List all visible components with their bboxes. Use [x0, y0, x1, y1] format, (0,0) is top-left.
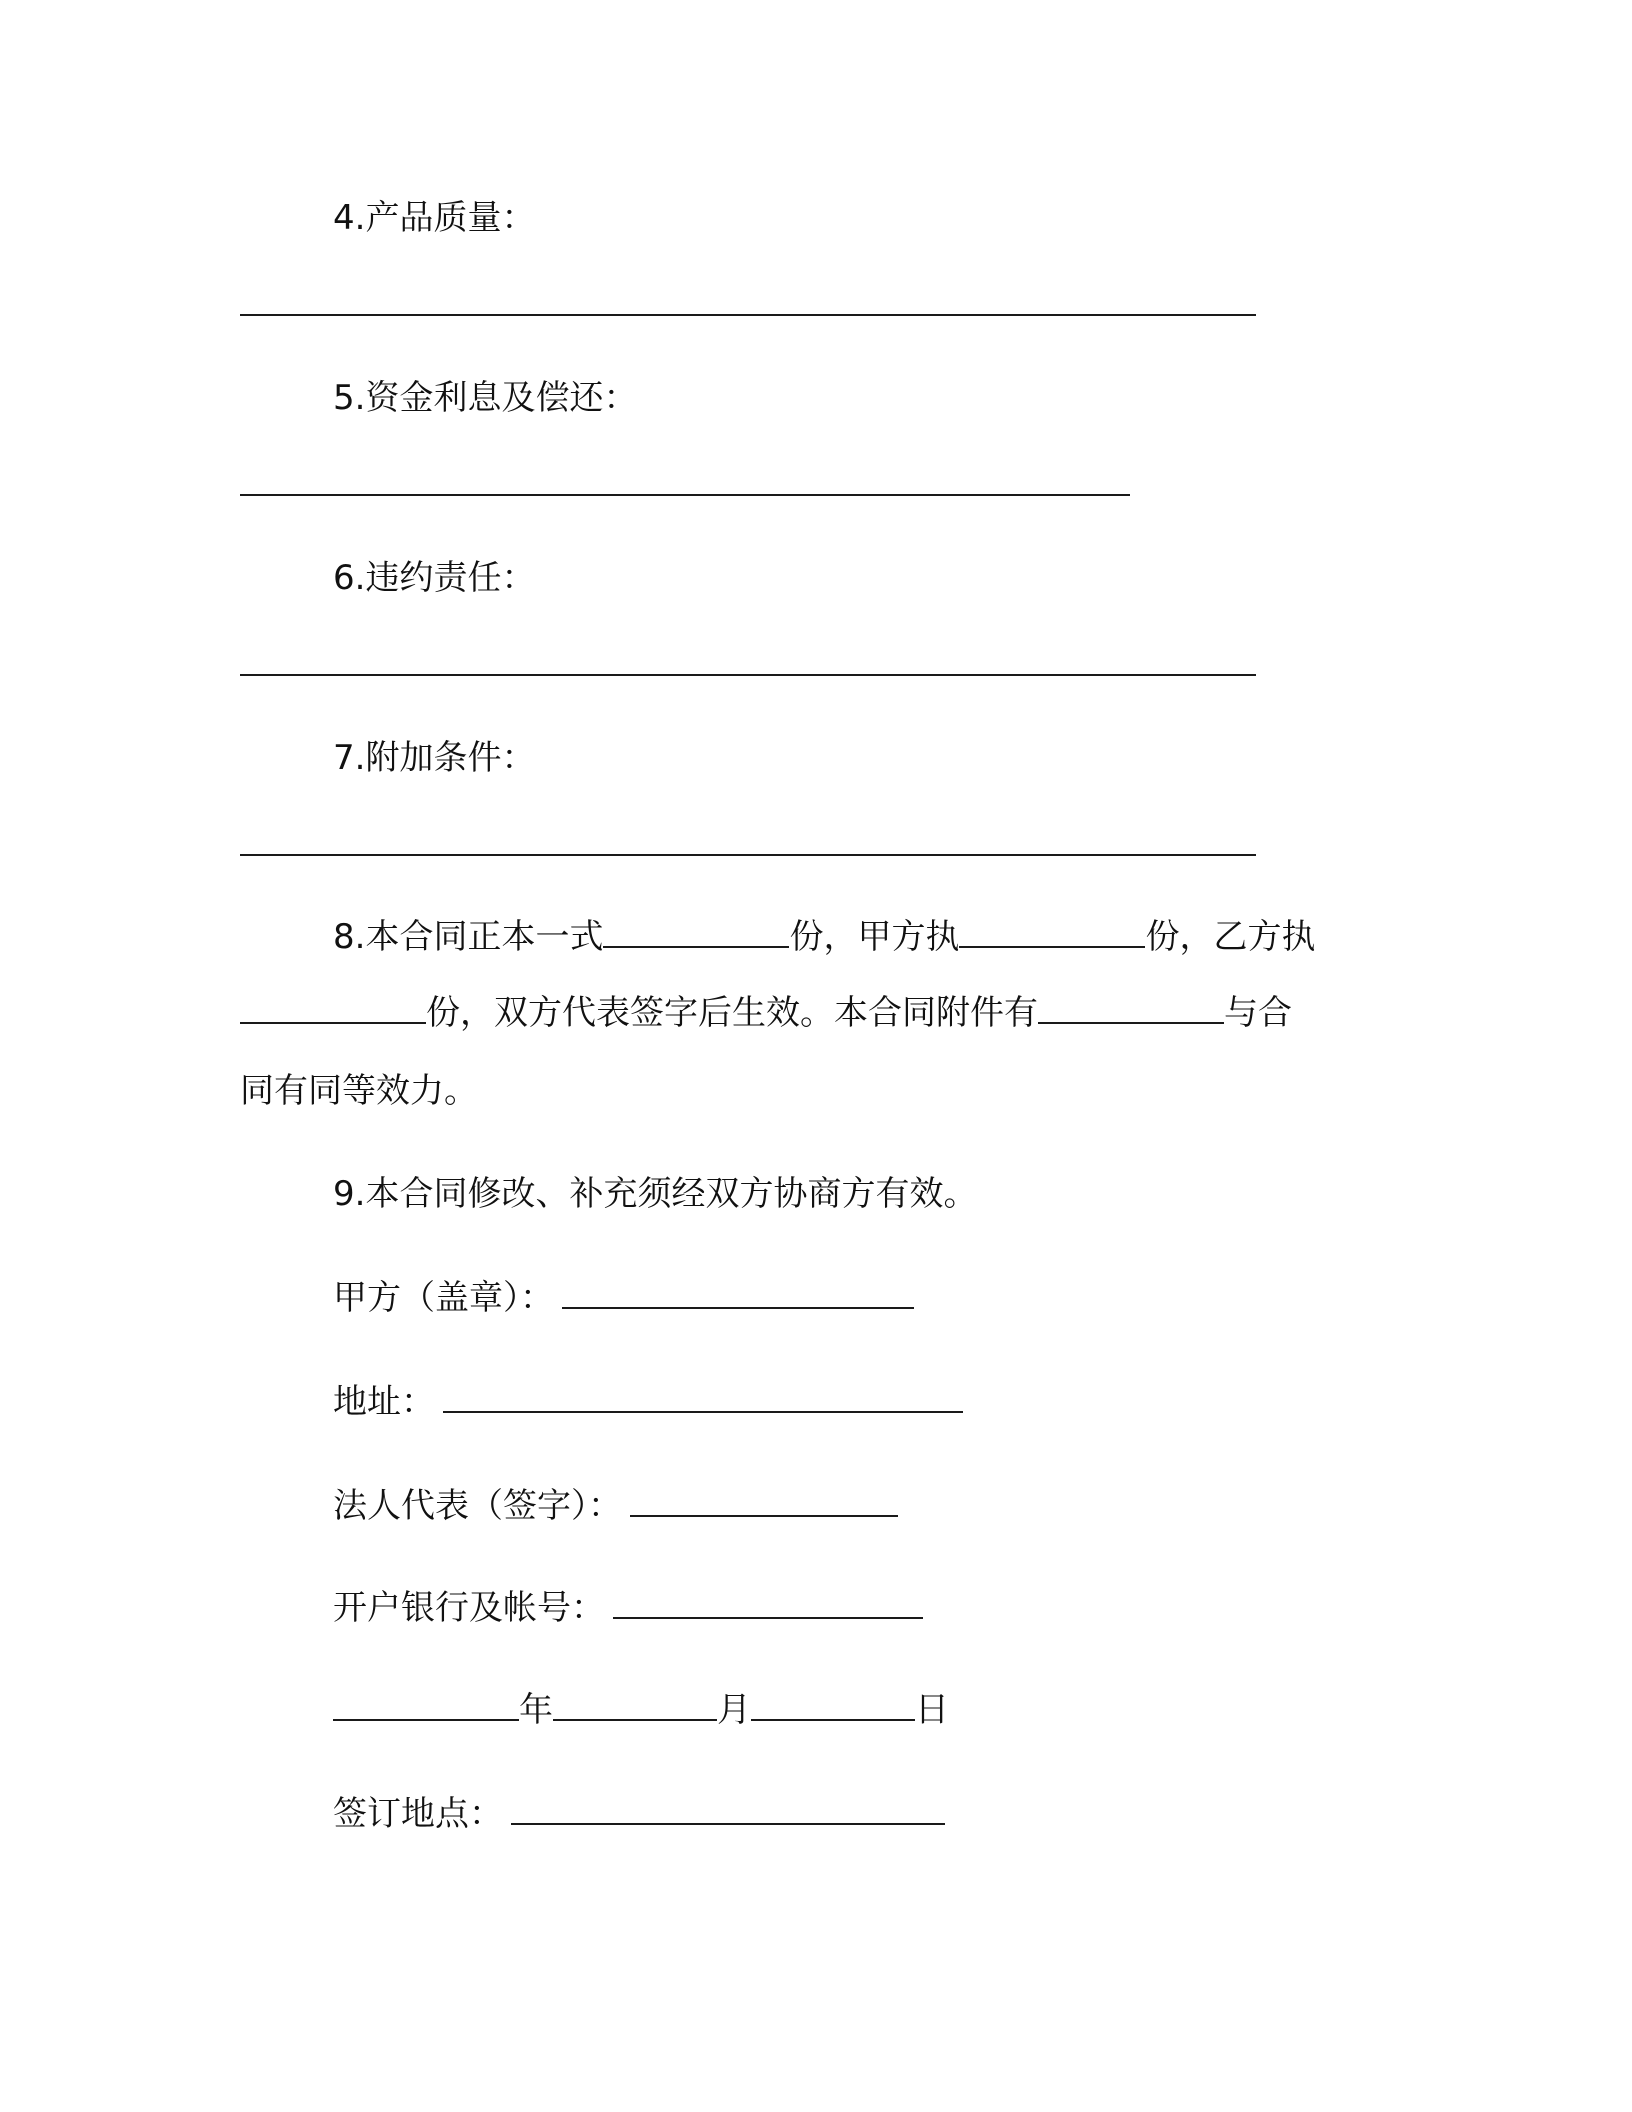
clause-7-label: 7.附加条件： — [333, 738, 536, 778]
clause-8-part-3: 份，乙方执 — [1145, 917, 1316, 957]
clause-5-label: 5.资金利息及偿还： — [333, 378, 638, 418]
clause-4-label: 4.产品质量： — [333, 198, 536, 238]
clause-8-part-4: 份，双方代表签字后生效。本合同附件有 — [426, 993, 1038, 1033]
clause-8-part-5: 与合 — [1224, 993, 1292, 1033]
place-label: 签订地点： — [333, 1794, 503, 1834]
party-a-blank[interactable] — [562, 1277, 914, 1309]
attachments-blank[interactable] — [1038, 992, 1224, 1024]
clause-6-blank[interactable] — [240, 674, 1256, 676]
year-blank[interactable] — [333, 1689, 519, 1721]
day-blank[interactable] — [751, 1689, 915, 1721]
address-row — [333, 1380, 963, 1424]
clause-8-line-2 — [240, 991, 1292, 1035]
day-label: 日 — [915, 1690, 949, 1730]
clause-6-label: 6.违约责任： — [333, 558, 536, 598]
clause-8-part-2: 份，甲方执 — [789, 917, 960, 957]
legal-rep-blank[interactable] — [630, 1485, 898, 1517]
party-a-label: 甲方（盖章）： — [333, 1278, 554, 1318]
copies-total-blank[interactable] — [603, 916, 789, 948]
clause-8-part-6: 同有同等效力。 — [240, 1071, 478, 1111]
bank-blank[interactable] — [613, 1587, 923, 1619]
party-a-copies-blank[interactable] — [959, 916, 1145, 948]
clause-8-part-1: 8.本合同正本一式 — [333, 917, 604, 957]
party-b-copies-blank[interactable] — [240, 992, 426, 1024]
bank-row — [333, 1586, 923, 1630]
clause-9: 9.本合同修改、补充须经双方协商方有效。 — [333, 1174, 978, 1214]
party-a-row — [333, 1276, 914, 1320]
clause-8-line-3 — [240, 1069, 478, 1113]
bank-label: 开户银行及帐号： — [333, 1588, 605, 1628]
clause-8-line-1 — [333, 915, 1315, 959]
legal-rep-row — [333, 1484, 898, 1528]
address-label: 地址： — [333, 1382, 435, 1422]
legal-rep-label: 法人代表（签字）： — [333, 1486, 622, 1526]
clause-7-blank[interactable] — [240, 854, 1256, 856]
month-label: 月 — [717, 1690, 751, 1730]
year-label: 年 — [519, 1690, 553, 1730]
place-blank[interactable] — [511, 1793, 945, 1825]
address-blank[interactable] — [443, 1381, 963, 1413]
clause-5-blank[interactable] — [240, 494, 1130, 496]
clause-4-blank[interactable] — [240, 314, 1256, 316]
date-row — [333, 1688, 949, 1732]
place-row — [333, 1792, 945, 1836]
month-blank[interactable] — [553, 1689, 717, 1721]
